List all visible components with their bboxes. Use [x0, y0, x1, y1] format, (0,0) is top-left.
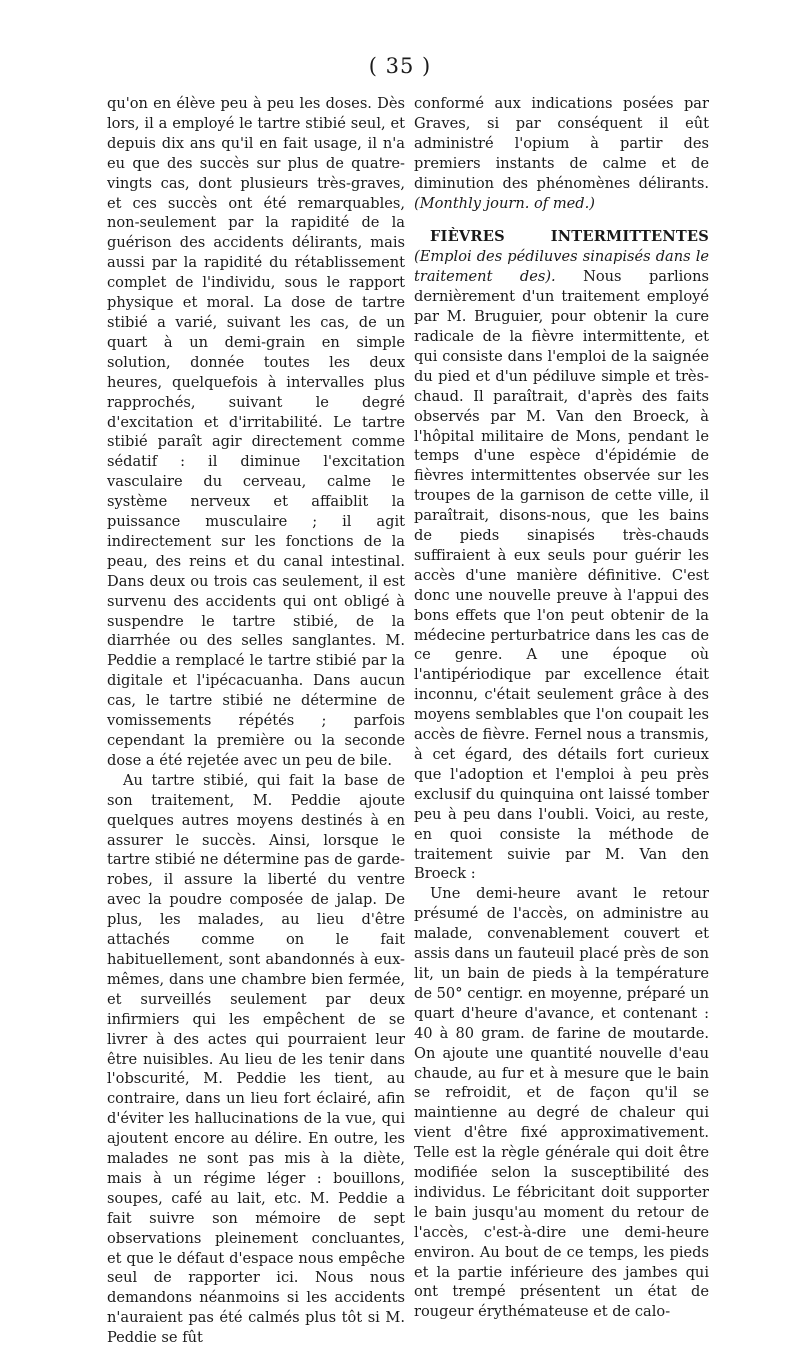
left-column — [107, 94, 405, 1348]
section-spacer — [414, 213, 709, 227]
source-citation: (Monthly journ. of med.) — [414, 194, 595, 212]
article-heading: FIÈVRES INTERMITTENTES — [430, 228, 709, 246]
article-subheading: (Emploi des pédiluves sinapisés dans le traitement des). — [414, 248, 709, 286]
article-heading-paragraph — [414, 227, 709, 884]
left-paragraph-2: Au tartre stibié, qui fait la base de son traitement, M. Peddie ajoute quelques autres moyens destinés à en assurer le succès. Ainsi, lorsque le tartre stibié ne détermine pas de garde-robes, il assure la liberté du ventre avec la poudre composée de jalap. De plus, les malades, au lieu d'être attachés comme on le fait habituellement, sont abandonnés à eux-mêmes, dans une chambre bien fermée, et surveillés seulement par deux infirmiers qui les empêchent de se livrer à des actes qui pourraient leur être nuisibles. Au lieu de les tenir dans l'obscurité, M. Peddie les tient, au contraire, dans un lieu fort éclairé, afin d'éviter les hallucinations de la vue, qui ajoutent encore au délire. En outre, les malades ne sont pas mis à la diète, mais à un régime léger : bouillons, soupes, café au lait, etc. M. Peddie a fait suivre son mémoire de sept observations pleinement concluantes, et que le défaut d'espace nous empêche seul de rapporter ici. Nous nous demandons néanmoins si les accidents n'auraient pas été calmés plus tôt si M. Peddie se fût — [107, 771, 405, 1347]
page-number: ( 35 ) — [368, 54, 432, 78]
right-paragraph-3: Une demi-heure avant le retour présumé de l'accès, on administre au malade, convenablement couvert et assis dans un fauteuil placé près de son lit, un bain de pieds à la température de 50° centigr. en moyenne, préparé un quart d'heure d'avance, et contenant : 40 à 80 gram. de farine de moutarde. On ajoute une quantité nouvelle d'eau chaude, au fur et à mesure que le bain se refroidit, et de façon qu'il se maintienne au degré de chaleur qui vient d'être fixé approximativement. Telle est la règle générale qui doit être modifiée selon la susceptibilité des individus. Le fébricitant doit supporter le bain jusqu'au moment du retour de l'accès, c'est-à-dire une demi-heure environ. Au bout de ce temps, les pieds et la partie inférieure des jambes qui ont trempé présentent un état de rougeur érythémateuse et de calo- — [414, 885, 709, 1321]
left-paragraph-1: qu'on en élève peu à peu les doses. Dès lors, il a employé le tartre stibié seul, et depuis dix ans qu'il en fait usage, il n'a eu que des succès sur plus de quatre-vingts cas, dont plusieurs très-graves, et ces succès ont été remarquables, non-seulement par la rapidité de la guérison des accidents délirants, mais aussi par la rapidité du rétablissement complet de l'individu, sous le rapport physique et moral. La dose de tartre stibié a varié, suivant les cas, de un quart à un demi-grain en simple solution, donnée toutes les deux heures, quelquefois à intervalles plus rapprochés, suivant le degré d'excitation et d'irritabilité. Le tartre stibié paraît agir directement comme sédatif : il diminue l'excitation vasculaire du cerveau, calme le système nerveux et affaiblit la puissance musculaire ; il agit indirectement sur les fonctions de la peau, des reins et du canal intestinal. Dans deux ou trois cas seulement, il est survenu des accidents qui ont obligé à suspendre le tartre stibié, de la diarrhée ou des selles sanglantes. M. Peddie a remplacé le tartre stibié par la digitale et l'ipécacuanha. Dans aucun cas, le tartre stibié ne détermine de vomissements répétés ; parfois cependant la première ou la seconde dose a été rejetée avec un peu de bile. — [107, 95, 405, 769]
right-paragraph-1 — [414, 94, 709, 213]
right-column — [414, 94, 709, 1322]
right-paragraph-2: Nous parlions dernièrement d'un traitement employé par M. Bruguier, pour obtenir la cure radicale de la fièvre intermittente, et qui consiste dans l'emploi de la saignée du pied et d'un pédiluve simple et très-chaud. Il paraîtrait, d'après des faits observés par M. Van den Broeck, à l'hôpital militaire de Mons, pendant le temps d'une espèce d'épidémie de fièvres intermittentes observée sur les troupes de la garnison de cette ville, il paraîtrait, disons-nous, que les bains de pieds sinapisés très-chauds suffiraient à eux seuls pour guérir les accès d'une manière définitive. C'est donc une nouvelle preuve à l'appui des bons effets que l'on peut obtenir de la médecine perturbatrice dans les cas de ce genre. A une époque où l'antipériodique par excellence était inconnu, c'était seulement grâce à des moyens semblables que l'on coupait les accès de fièvre. Fernel nous a transmis, à cet égard, des détails fort curieux que l'adoption et l'emploi à peu près exclusif du quinquina ont laissé tomber peu à peu dans l'oubli. Voici, au reste, en quoi consiste la méthode de traitement suivie par M. Van den Broeck : — [414, 268, 709, 883]
right-paragraph-1-text: conformé aux indications posées par Graves, si par conséquent il eût administré l'opium à partir des premiers instants de calme et de diminution des phénomènes délirants. — [414, 95, 709, 192]
